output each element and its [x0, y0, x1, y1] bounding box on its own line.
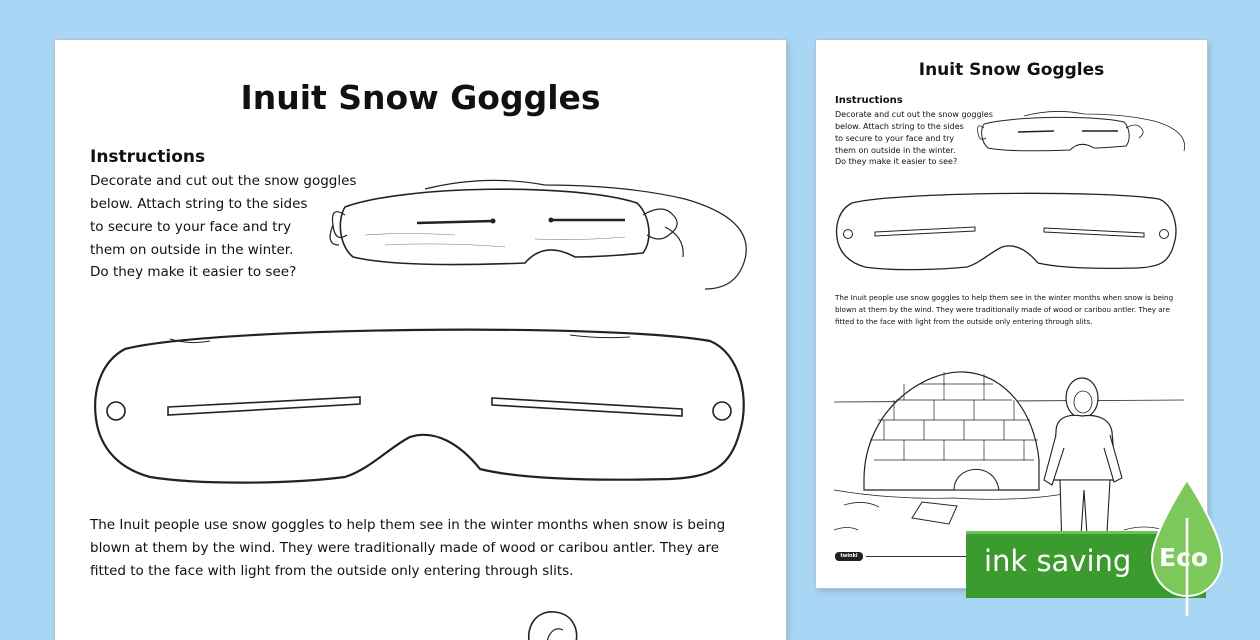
ink-saving-label: ink saving [984, 544, 1132, 578]
instructions-line: to secure to your face and try [835, 134, 955, 143]
goggles-illustration [974, 110, 1189, 160]
description-line: fitted to the face with light from the outside only entering through slits. [835, 317, 1093, 326]
goggles-cutout [834, 188, 1179, 273]
instructions-line: Do they make it easier to see? [90, 264, 297, 280]
instructions-heading: Instructions [835, 95, 903, 106]
page-title: Inuit Snow Goggles [918, 60, 1105, 80]
description-line: fitted to the face with light from the outside only entering through slits. [90, 563, 574, 579]
description-line: The Inuit people use snow goggles to help them see in the winter months when snow is being [90, 517, 726, 533]
instructions-line: Decorate and cut out the snow goggles [90, 173, 357, 189]
instructions-line: them on outside in the winter. [835, 146, 956, 155]
instructions-line: them on outside in the winter. [90, 242, 294, 258]
instructions-heading: Instructions [90, 147, 206, 167]
goggles-illustration [325, 175, 785, 300]
goggles-cutout [90, 319, 750, 489]
partial-illustration [525, 608, 585, 640]
instructions-line: Do they make it easier to see? [835, 157, 958, 166]
igloo-scene-illustration [834, 340, 1194, 540]
twinkl-logo: twinkl [835, 552, 863, 561]
page-title: Inuit Snow Goggles [240, 78, 601, 117]
instructions-line: to secure to your face and try [90, 219, 292, 235]
description-line: The Inuit people use snow goggles to help them see in the winter months when snow is being [835, 293, 1174, 302]
worksheet-preview-large [55, 40, 786, 640]
instructions-line: below. Attach string to the sides [90, 196, 308, 212]
eco-label: Eco [1159, 543, 1209, 572]
instructions-line: Decorate and cut out the snow goggles [835, 110, 993, 119]
description-line: blown at them by the wind. They were traditionally made of wood or caribou antler. They are [90, 540, 720, 556]
description-line: blown at them by the wind. They were traditionally made of wood or caribou antler. They are [835, 305, 1170, 314]
instructions-line: below. Attach string to the sides [835, 122, 964, 131]
